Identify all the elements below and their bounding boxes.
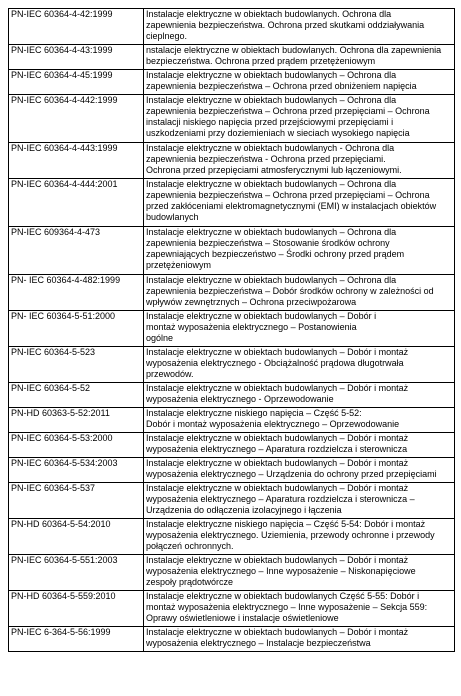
table-row <box>9 275 455 311</box>
standard-code: PN-IEC 60364-5-523 <box>9 347 144 383</box>
standard-title: nstalacje elektryczne w obiektach budowlanych. Ochrona dla zapewnienia bezpieczeństwa. Ochrona przed prądem przetężeniowym <box>144 45 455 70</box>
standard-title: Instalacje elektryczne w obiektach budowlanych – Ochrona dla zapewnienia bezpieczeństwa – Stosowanie środków ochrony zapewniających bezpieczeństwo – Środki ochrony przed prądem przetężeniowym <box>144 227 455 275</box>
standard-code: PN-IEC 609364-4-473 <box>9 227 144 275</box>
table-row <box>9 408 455 433</box>
standard-code: PN- IEC 60364-5-51:2000 <box>9 311 144 347</box>
table-row <box>9 383 455 408</box>
standard-title: Instalacje elektryczne w obiektach budowlanych – Dobór i montaż wyposażenia elektrycznego – Instalacje bezpieczeństwa <box>144 627 455 652</box>
standard-code: PN-IEC 60364-4-43:1999 <box>9 45 144 70</box>
standard-title: Instalacje elektryczne w obiektach budowlanych – Dobór i montaż wyposażenia elektrycznego - Oprzewodowanie <box>144 383 455 408</box>
table-row <box>9 227 455 275</box>
standard-title: Instalacje elektryczne w obiektach budowlanych – Dobór i montaż wyposażenia elektrycznego – Inne wyposażenie – Niskonapięciowe zespoły prądotwórcze <box>144 555 455 591</box>
standard-code: PN-IEC 60364-5-551:2003 <box>9 555 144 591</box>
standard-title: Instalacje elektryczne w obiektach budowlanych – Dobór i montaż wyposażenia elektrycznego – Aparatura rozdzielcza i sterownicza <box>144 433 455 458</box>
standard-title: Instalacje elektryczne niskiego napięcia – Część 5-54: Dobór i montaż wyposażenia elektrycznego. Uziemienia, przewody ochronne i przewody połączeń ochronnych. <box>144 519 455 555</box>
standard-code: PN-IEC 60364-4-45:1999 <box>9 70 144 95</box>
standard-code: PN-HD 60363-5-52:2011 <box>9 408 144 433</box>
standard-code: PN-IEC 60364-4-443:1999 <box>9 143 144 179</box>
standard-code: PN-IEC 60364-5-53:2000 <box>9 433 144 458</box>
table-row <box>9 555 455 591</box>
table-row <box>9 311 455 347</box>
standard-title: Instalacje elektryczne w obiektach budowlanych – Dobór i montaż wyposażenia elektrycznego – Aparatura rozdzielcza i sterownicza – Urządzenia do odłączenia izolacyjnego i łączenia <box>144 483 455 519</box>
standard-title: Instalacje elektryczne w obiektach budowlanych. Ochrona dla zapewnienia bezpieczeństwa. Ochrona przed skutkami oddziaływania cieplnego. <box>144 9 455 45</box>
standard-title: Instalacje elektryczne w obiektach budowlanych – Ochrona dla zapewnienia bezpieczeństwa – Dobór środków ochrony w zależności od wpływów zewnętrznych – Ochrona przeciwpożarowa <box>144 275 455 311</box>
standard-title: Instalacje elektryczne w obiektach budowlanych – Dobór i montaż wyposażenia elektrycznego - Obciążalność prądowa długotrwała przewodów. <box>144 347 455 383</box>
standard-title: Instalacje elektryczne w obiektach budowlanych Część 5-55: Dobór i montaż wyposażenia elektrycznego – Inne wyposażenie – Sekcja 559: Oprawy oświetleniowe i instalacje oświetleniowe <box>144 591 455 627</box>
standard-title: Instalacje elektryczne w obiektach budowlanych – Dobór i montaż wyposażenia elektrycznego – Postanowienia ogólne <box>144 311 455 347</box>
table-row <box>9 519 455 555</box>
standard-code: PN-IEC 60364-4-442:1999 <box>9 95 144 143</box>
table-row <box>9 45 455 70</box>
table-row <box>9 591 455 627</box>
standard-code: PN-IEC 60364-5-52 <box>9 383 144 408</box>
table-row <box>9 143 455 179</box>
table-row <box>9 483 455 519</box>
standard-code: PN-IEC 60364-4-444:2001 <box>9 179 144 227</box>
standard-code: PN-IEC 6-364-5-56:1999 <box>9 627 144 652</box>
standard-title: Instalacje elektryczne w obiektach budowlanych – Dobór i montaż wyposażenia elektrycznego – Urządzenia do ochrony przed przepięciami <box>144 458 455 483</box>
standard-code: PN-IEC 60364-4-42:1999 <box>9 9 144 45</box>
table-row <box>9 70 455 95</box>
table-row <box>9 433 455 458</box>
standard-title: Instalacje elektryczne w obiektach budowlanych – Ochrona dla zapewnienia bezpieczeństwa – Ochrona przed przepięciami – Ochrona instalacji niskiego napięcia przed przejściowymi przepięciami i uszkodzeniami przy doziemieniach w sieciach wysokiego napięcia <box>144 95 455 143</box>
table-row <box>9 9 455 45</box>
table-row <box>9 347 455 383</box>
table-row <box>9 627 455 652</box>
standards-table <box>8 8 455 652</box>
table-row <box>9 179 455 227</box>
standard-title: Instalacje elektryczne niskiego napięcia – Część 5-52: Dobór i montaż wyposażenia elektrycznego – Oprzewodowanie <box>144 408 455 433</box>
standard-code: PN-IEC 60364-5-534:2003 <box>9 458 144 483</box>
standards-table-body <box>9 9 455 652</box>
standard-title: Instalacje elektryczne w obiektach budowlanych – Ochrona dla zapewnienia bezpieczeństwa – Ochrona przed obniżeniem napięcia <box>144 70 455 95</box>
standard-code: PN-HD 60364-5-54:2010 <box>9 519 144 555</box>
standard-title: Instalacje elektryczne w obiektach budowlanych – Ochrona dla zapewnienia bezpieczeństwa – Ochrona przed przepięciami – Ochrona przed zakłóceniami elektromagnetycznymi (EMI) w instalacjach obiektów budowlanych <box>144 179 455 227</box>
standard-code: PN-HD 60364-5-559:2010 <box>9 591 144 627</box>
table-row <box>9 458 455 483</box>
standard-title: Instalacje elektryczne w obiektach budowlanych - Ochrona dla zapewnienia bezpieczeństwa - Ochrona przed przepięciami. Ochrona przed przepięciami atmosferycznymi lub łączeniowymi. <box>144 143 455 179</box>
standard-code: PN- IEC 60364-4-482:1999 <box>9 275 144 311</box>
table-row <box>9 95 455 143</box>
standard-code: PN-IEC 60364-5-537 <box>9 483 144 519</box>
